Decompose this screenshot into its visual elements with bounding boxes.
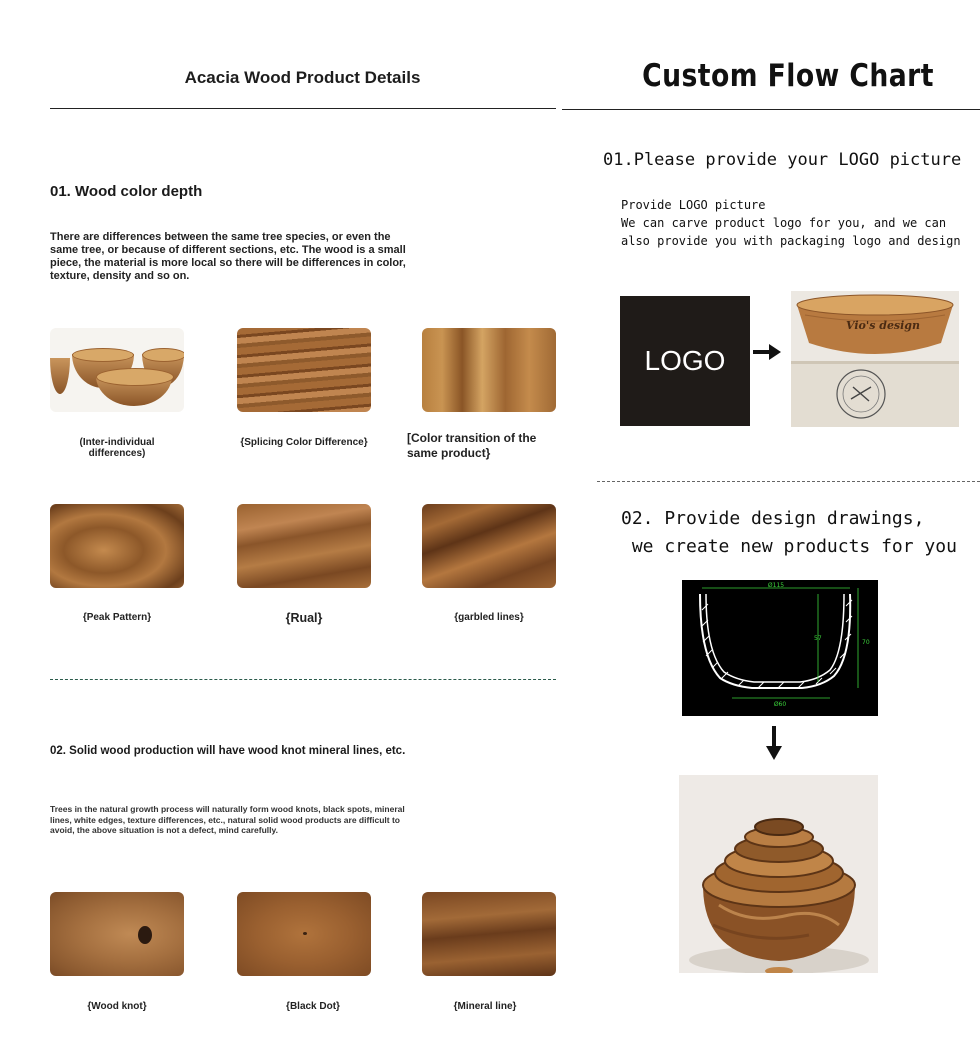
engraved-bowl-photo: [791, 291, 959, 427]
bowl-rim: [96, 368, 174, 386]
dim-top: Ø115: [767, 582, 785, 589]
caption-black-dot: {Black Dot}: [286, 1001, 340, 1012]
step1-title: 01.Please provide your LOGO picture: [603, 150, 962, 170]
caption-wood-knot: {Wood knot}: [87, 1001, 147, 1012]
swatch-inter-individual: [50, 328, 184, 412]
swatch-wood-knot: [50, 892, 184, 976]
section2-title: 02. Solid wood production will have wood knot mineral lines, etc.: [50, 745, 406, 757]
swatch-black-dot: [237, 892, 371, 976]
logo-placeholder-text: LOGO: [644, 345, 726, 376]
section2-body: Trees in the natural growth process will naturally form wood knots, black spots, mineral lines, white edges, texture differences, etc., natural solid wood products are difficult to avoid, the above situation is not a defect, mind carefully.: [50, 804, 405, 835]
dim-bottom: Ø60: [773, 701, 787, 708]
swatch-rual: [237, 504, 371, 588]
caption-garbled-lines: {garbled lines}: [454, 612, 524, 623]
knot-mark: [138, 926, 152, 944]
dot-mark: [303, 932, 307, 935]
swatch-garbled-lines: [422, 504, 556, 588]
step1-line3: also provide you with packaging logo and design: [621, 234, 961, 248]
swatch-color-transition: [422, 328, 556, 412]
dim-total: 70: [862, 639, 870, 646]
section1-title: 01. Wood color depth: [50, 183, 203, 200]
step1-line2: We can carve product logo for you, and we can: [621, 216, 947, 230]
engraving-text: Vio's design: [846, 319, 920, 332]
left-title-divider: [50, 108, 556, 109]
swatch-splicing: [237, 328, 371, 412]
bowl-cad-drawing: [682, 580, 878, 716]
bowl-shape: [50, 358, 70, 394]
bowl-rim: [142, 348, 184, 362]
caption-inter-individual: (Inter-individual differences): [79, 437, 155, 459]
caption-splicing: {Splicing Color Difference}: [240, 437, 368, 448]
engraved-bowl-illustration: [791, 291, 959, 427]
step2-line1: 02. Provide design drawings,: [621, 508, 925, 529]
caption-rual: {Rual}: [285, 611, 323, 625]
caption-peak-pattern: {Peak Pattern}: [82, 612, 152, 623]
right-title-divider: [562, 109, 980, 110]
section1-body: There are differences between the same tree species, or even the same tree, or because of different sections, etc. The wood is a small piece, the material is more local so there will be differences in color, texture, density and so on.: [50, 231, 406, 282]
right-title: Custom Flow Chart: [642, 58, 934, 94]
left-title: Acacia Wood Product Details: [184, 68, 421, 87]
step2-line2: we create new products for you: [621, 536, 957, 557]
step2-title: [621, 505, 957, 561]
step1-line1: Provide LOGO picture: [621, 198, 766, 212]
swatch-peak-pattern: [50, 504, 184, 588]
logo-placeholder-box: [620, 296, 750, 426]
nested-bowls-photo: [679, 775, 878, 973]
arrow-down-icon: [766, 726, 782, 760]
nested-bowls-illustration: [679, 775, 878, 973]
design-drawing: [682, 580, 878, 716]
bowl-rim: [72, 348, 134, 362]
caption-mineral-line: {Mineral line}: [453, 1001, 517, 1012]
caption-color-transition: [Color transition of the same product}: [407, 431, 537, 460]
section-divider: [50, 679, 556, 680]
arrow-right-icon: [753, 344, 781, 360]
step-divider: [597, 481, 980, 482]
swatch-mineral-line: [422, 892, 556, 976]
dim-height: 57: [814, 635, 822, 642]
step1-body: [621, 196, 961, 250]
